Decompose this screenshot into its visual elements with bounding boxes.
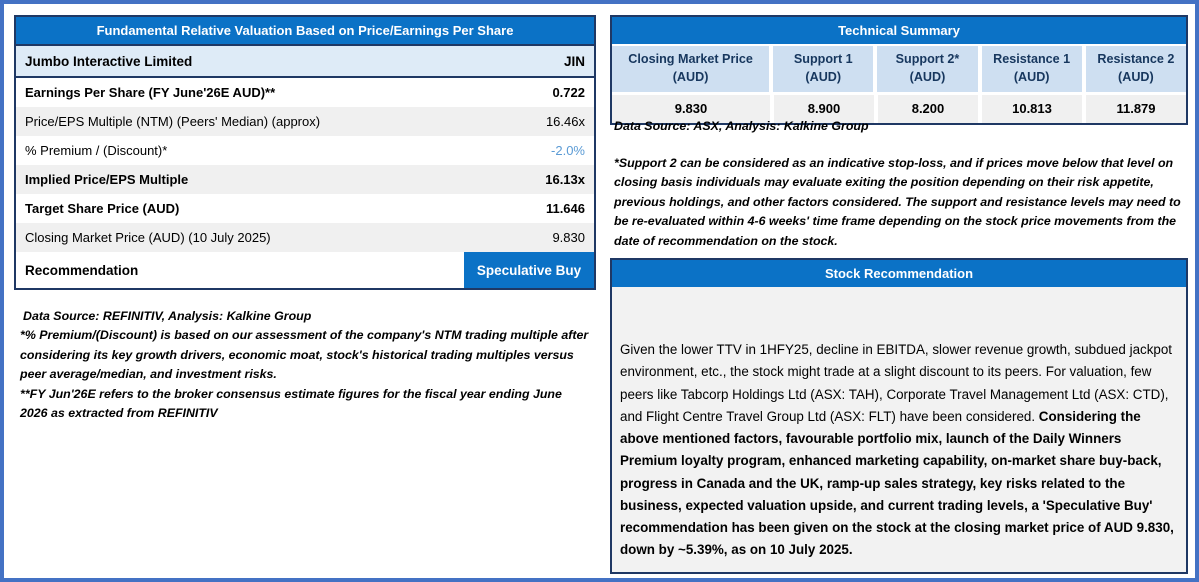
technical-summary-header-row	[612, 44, 1186, 95]
ticker-code: JIN	[563, 53, 585, 69]
stock-recommendation-box	[610, 258, 1188, 574]
table-row-target-price	[16, 194, 594, 223]
value-support-1: 8.900	[774, 95, 874, 123]
valuation-footnotes	[20, 307, 592, 424]
support-2-note: *Support 2 can be considered as an indicative stop-loss, and if prices move below that level on closing basis individuals may evaluate exiting the position depending on their risk appetite, previous holdings, and other factors considered. The support and resistance levels may need to be re-evaluated within 4-6 weeks' time frame depending on the stock price movements from the date of recommendation on the stock.	[614, 156, 1181, 248]
recommendation-label: Recommendation	[25, 262, 139, 278]
row-label: % Premium / (Discount)*	[25, 143, 168, 158]
value-closing-price: 9.830	[612, 95, 770, 123]
technical-summary-table	[610, 15, 1188, 125]
valuation-table	[14, 15, 596, 290]
column-header-resistance-1: Resistance 1 (AUD)	[982, 46, 1082, 92]
recommendation-text-bold: Considering the above mentioned factors, favourable portfolio mix, launch of the Daily Winners Premium loyalty program, enhanced marketing capability, on-market share buy-back, progress in Canada and the UK, ramp-up sales strategy, key risks related to the business, expected valuation upside, and current trading levels, a 'Speculative Buy' recommendation has been given on the stock at the closing market price of AUD 9.830, down by ~5.39%, as on 10 July 2025.	[620, 408, 1174, 558]
table-row-pe-multiple	[16, 107, 594, 136]
row-value: -2.0%	[551, 143, 585, 158]
table-row-implied-multiple	[16, 165, 594, 194]
row-value: 11.646	[545, 201, 585, 216]
value-resistance-1: 10.813	[982, 95, 1082, 123]
valuation-table-title: Fundamental Relative Valuation Based on Price/Earnings Per Share	[16, 17, 594, 44]
row-label: Closing Market Price (AUD) (10 July 2025)	[25, 230, 271, 245]
table-row-premium-discount	[16, 136, 594, 165]
value-support-2: 8.200	[878, 95, 978, 123]
row-label: Price/EPS Multiple (NTM) (Peers' Median) (approx)	[25, 114, 321, 129]
column-header-support-2: Support 2* (AUD)	[877, 46, 977, 92]
recommendation-text-regular: Given the lower TTV in 1HFY25, decline in EBITDA, slower revenue growth, subdued jackpot environment, etc., the stock might trade at a slight discount to its peers. For valuation, few peers like Tabcorp Holdings Ltd (ASX: TAH), Corporate Travel Management Ltd (ASX: CTD), and Flight Centre Travel Group Ltd (ASX: FLT) have been considered.	[620, 342, 1173, 424]
row-label: Implied Price/EPS Multiple	[25, 172, 189, 187]
row-value: 9.830	[552, 230, 585, 245]
column-header-closing-price: Closing Market Price (AUD)	[612, 46, 769, 92]
row-value: 16.13x	[545, 172, 585, 187]
table-row-closing-price	[16, 223, 594, 252]
valuation-source-note: Data Source: REFINITIV, Analysis: Kalkine Group	[23, 309, 312, 323]
technical-summary-title: Technical Summary	[612, 17, 1186, 44]
row-value: 16.46x	[545, 114, 585, 129]
value-resistance-2: 11.879	[1086, 95, 1186, 123]
column-header-resistance-2: Resistance 2 (AUD)	[1086, 46, 1186, 92]
row-value: 0.722	[552, 85, 585, 100]
company-name: Jumbo Interactive Limited	[25, 53, 193, 69]
premium-discount-note: *% Premium/(Discount) is based on our assessment of the company's NTM trading multiple after considering its key growth drivers, economic moat, stock's historical trading multiples versus peer average/median, and investment risks.	[20, 328, 589, 382]
recommendation-badge: Speculative Buy	[464, 252, 594, 288]
column-header-support-1: Support 1 (AUD)	[773, 46, 873, 92]
recommendation-row	[16, 252, 594, 288]
fiscal-year-note: **FY Jun'26E refers to the broker consensus estimate figures for the fiscal year ending June 2026 as extracted from REFINITIV	[20, 386, 562, 421]
row-label: Earnings Per Share (FY June'26E AUD)**	[25, 85, 276, 100]
stock-recommendation-body	[612, 287, 1186, 562]
table-row-eps	[16, 78, 594, 107]
stock-recommendation-title: Stock Recommendation	[612, 260, 1186, 287]
technical-summary-source: Data Source: ASX, Analysis: Kalkine Group	[614, 119, 869, 133]
row-label: Target Share Price (AUD)	[25, 201, 180, 216]
company-row	[16, 44, 594, 78]
